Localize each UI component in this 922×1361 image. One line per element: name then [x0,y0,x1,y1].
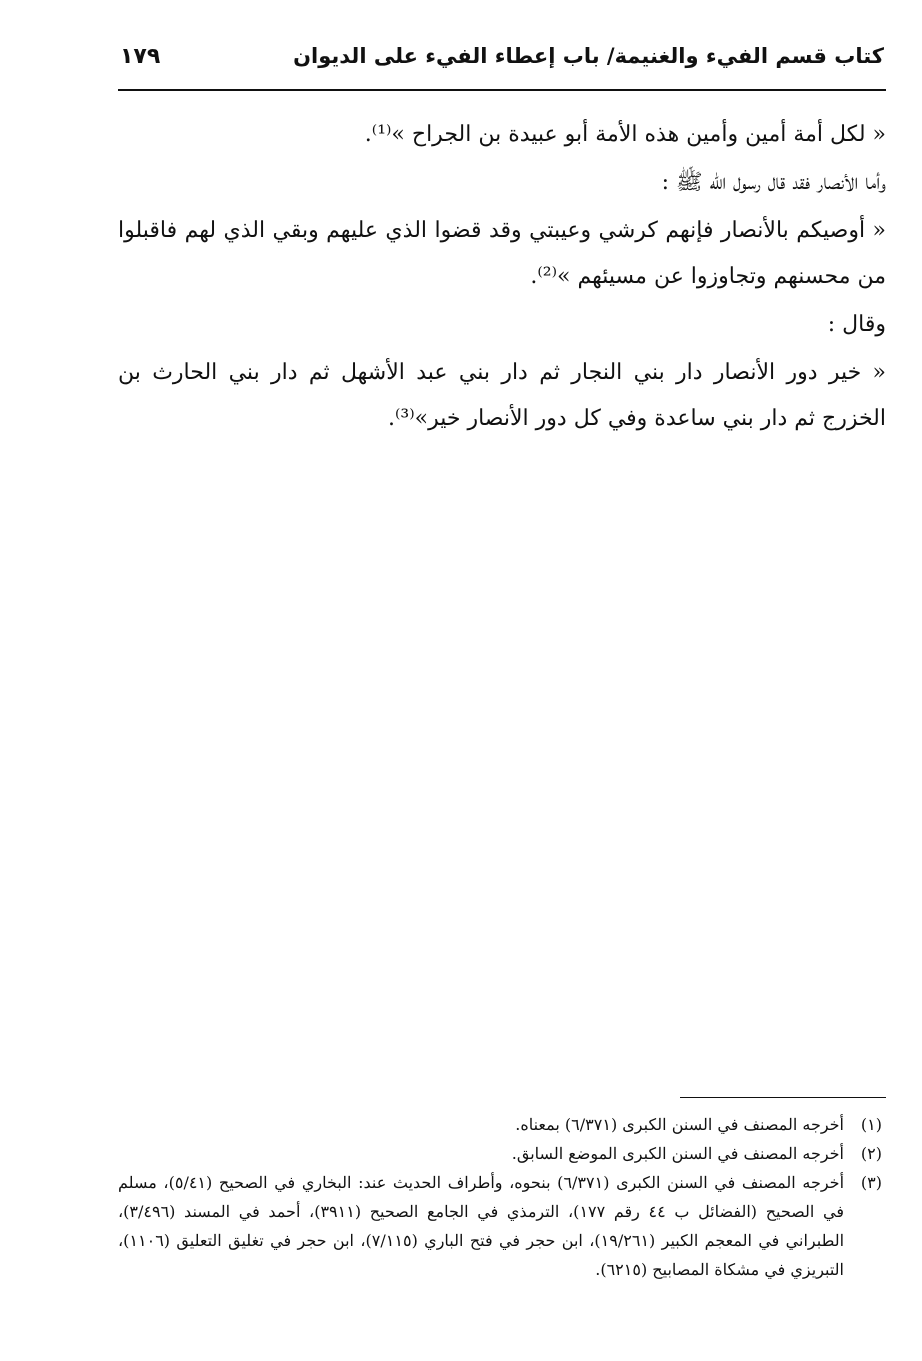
header-divider [118,89,886,91]
footnote-number: (١) [860,1115,882,1134]
footnote-number: (٢) [860,1144,882,1163]
footnote-text: أخرجه المصنف في السنن الكبرى الموضع السابق. [511,1144,844,1163]
page-number: ١٧٩ [120,44,161,69]
paragraph-hadith-3: « خير دور الأنصار دار بني النجار ثم دار بني عبد الأشهل ثم دار بني الحارث بن الخزرج ثم دار بني ساعدة وفي كل دور الأنصار خير»⁽³⁾. [118,360,886,431]
footnote-item [118,1168,882,1284]
paragraph-hadith-1: « لكل أمة أمين وأمين هذه الأمة أبو عبيدة بن الجراح »⁽¹⁾. [364,122,886,147]
running-title: كتاب قسم الفيء والغنيمة/ باب إعطاء الفيء على الديوان [293,44,884,68]
main-text [118,112,886,444]
footnotes [118,1110,882,1284]
footnote-text: أخرجه المصنف في السنن الكبرى (٦/٣٧١) بمعناه. [515,1115,844,1134]
footnote-divider [680,1097,886,1098]
paragraph-hadith-2: « أوصيكم بالأنصار فإنهم كرشي وعيبتي وقد قضوا الذي عليهم وبقي الذي لهم فاقبلوا من محسنهم وتجاوزوا عن مسيئهم »⁽²⁾. [118,218,886,289]
paragraph-intro-ansar: وأما الأنصار فقد قال رسول الله ﷺ : [661,170,886,195]
footnote-item [118,1110,882,1139]
footnote-number: (٣) [860,1173,882,1192]
footnote-text: أخرجه المصنف في السنن الكبرى (٦/٣٧١) بنحوه، وأطراف الحديث عند: البخاري في الصحيح (٥/٤١)، مسلم في الصحيح (الفضائل ب ٤٤ رقم ١٧٧)، الترمذي في الجامع الصحيح (٣٩١١)، أحمد في المسند (٣/٤٩٦)، الطبراني في المعجم الكبير (١٩/٢٦١)، ابن حجر في فتح الباري (٧/١١٥)، ابن حجر في تغليق التعليق (١١٠٦)، التبريزي في مشكاة المصابيح (٦٢١٥). [118,1173,845,1279]
running-header [118,40,886,88]
paragraph-intro-qala: وقال : [827,312,886,337]
footnote-item [118,1139,882,1168]
